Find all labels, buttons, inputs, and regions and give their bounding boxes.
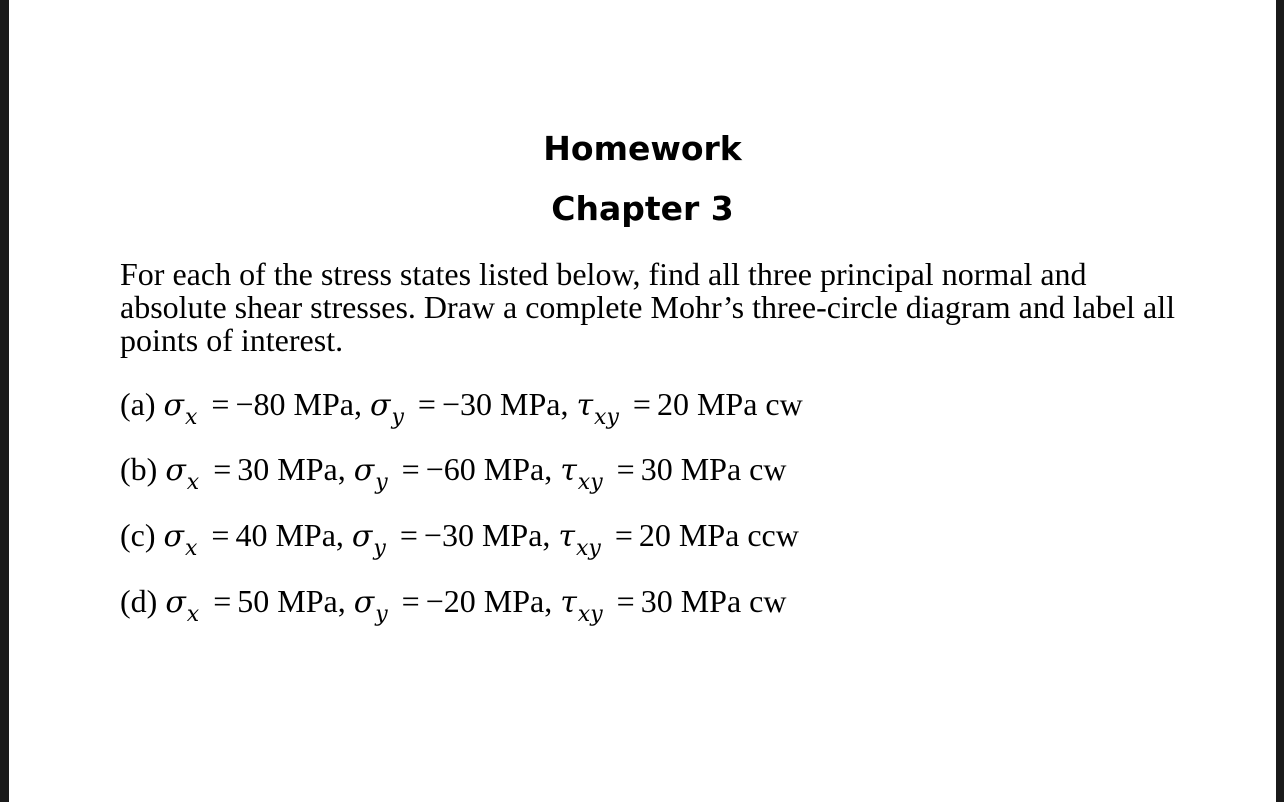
equals-sign: =	[213, 583, 232, 619]
sigma-symbol: σ	[351, 519, 373, 554]
tau-xy-subscript: xy	[577, 602, 603, 627]
equals-sign: =	[417, 386, 436, 422]
problem-label: (d)	[120, 583, 158, 619]
sigma-x-subscript: x	[185, 536, 198, 561]
page-title: Homework	[543, 129, 742, 168]
document-page	[9, 0, 1276, 802]
tau-symbol: τ	[558, 519, 575, 554]
equals-sign: =	[616, 583, 635, 619]
sigma-y-value: −60 MPa,	[425, 451, 553, 487]
sigma-x-value: 40 MPa,	[235, 517, 344, 553]
equals-sign: =	[632, 386, 651, 422]
tau-xy-subscript: xy	[577, 470, 603, 495]
tau-xy-value: 20 MPa cw	[656, 386, 803, 422]
sigma-y-value: −30 MPa,	[441, 386, 569, 422]
chapter-heading: Chapter 3	[551, 189, 734, 228]
problem-a	[120, 386, 803, 430]
sigma-x-value: −80 MPa,	[235, 386, 362, 422]
equals-sign: =	[614, 517, 633, 553]
problem-label: (a)	[120, 386, 156, 422]
sigma-symbol: σ	[163, 519, 184, 554]
tau-xy-value: 30 MPa cw	[640, 451, 787, 487]
sigma-symbol: σ	[163, 388, 184, 423]
sigma-x-subscript: x	[186, 602, 200, 627]
tau-symbol: τ	[560, 453, 577, 488]
problem-d	[120, 583, 787, 627]
equals-sign: =	[401, 583, 420, 619]
sigma-symbol: σ	[353, 585, 375, 620]
tau-symbol: τ	[560, 585, 577, 620]
sigma-x-subscript: x	[186, 470, 200, 495]
sigma-symbol: σ	[165, 453, 186, 488]
sigma-y-value: −20 MPa,	[425, 583, 553, 619]
sigma-x-value: 30 MPa,	[237, 451, 346, 487]
equals-sign: =	[211, 517, 230, 553]
tau-xy-subscript: xy	[594, 405, 619, 430]
equals-sign: =	[401, 451, 420, 487]
problem-c	[120, 517, 799, 561]
sigma-x-value: 50 MPa,	[237, 583, 346, 619]
tau-xy-value: 20 MPa ccw	[638, 517, 799, 553]
tau-xy-value: 30 MPa cw	[640, 583, 787, 619]
sigma-y-value: −30 MPa,	[423, 517, 551, 553]
problem-label: (c)	[120, 517, 156, 553]
sigma-x-subscript: x	[185, 405, 198, 430]
sigma-y-subscript: y	[373, 536, 386, 561]
equals-sign: =	[399, 517, 418, 553]
problem-label: (b)	[120, 451, 158, 487]
sigma-y-subscript: y	[391, 405, 404, 430]
tau-xy-subscript: xy	[576, 536, 601, 561]
instructions-paragraph: For each of the stress states listed below, find all three principal normal and absolute shear stresses. Draw a complete Mohr’s three-circle diagram and label all points of interest.	[120, 256, 1175, 358]
sigma-y-subscript: y	[375, 470, 388, 495]
sigma-symbol: σ	[353, 453, 375, 488]
sigma-symbol: σ	[165, 585, 186, 620]
problem-b	[120, 451, 787, 495]
sigma-symbol: σ	[369, 388, 391, 423]
sigma-y-subscript: y	[375, 602, 388, 627]
equals-sign: =	[616, 451, 635, 487]
equals-sign: =	[213, 451, 232, 487]
tau-symbol: τ	[576, 388, 594, 423]
equals-sign: =	[211, 386, 230, 422]
